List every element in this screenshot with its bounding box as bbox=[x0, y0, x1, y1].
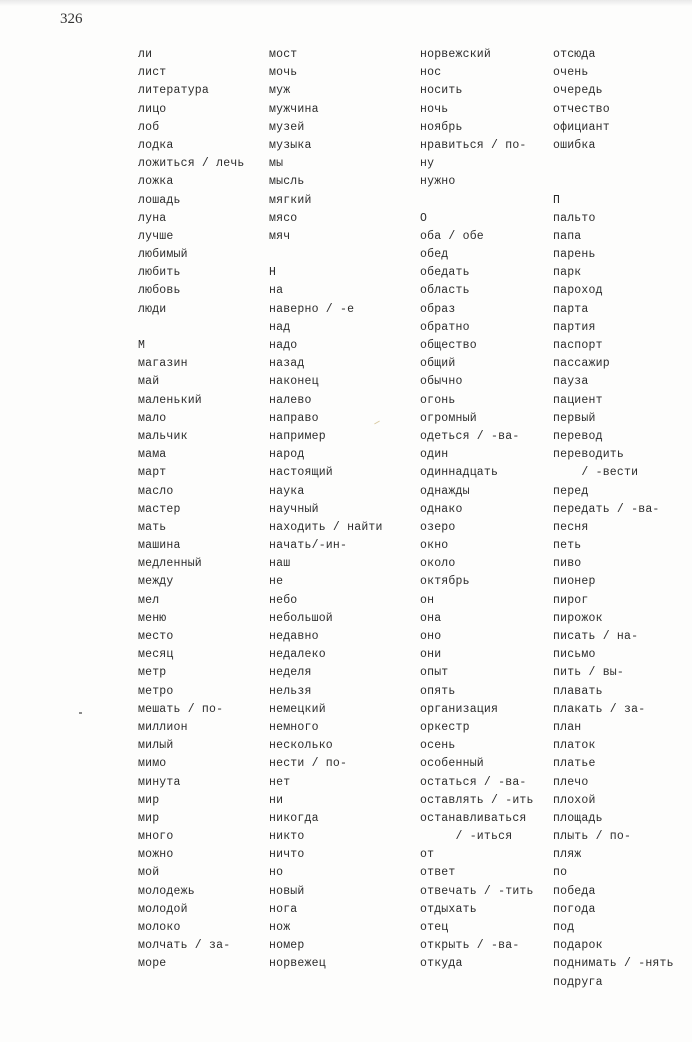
word-entry: надо bbox=[269, 339, 298, 352]
word-entry: народ bbox=[269, 448, 305, 462]
word-entry: пить / вы- bbox=[553, 666, 625, 680]
word-entry: отчество bbox=[553, 102, 610, 116]
word-entry: лучше bbox=[138, 229, 174, 243]
word-entry: над bbox=[269, 320, 291, 334]
word-entry: переводить bbox=[553, 448, 625, 462]
word-entry: никто bbox=[269, 830, 305, 844]
word-entry: отвечать / -тить bbox=[420, 884, 534, 898]
word-entry: песня bbox=[553, 520, 589, 534]
word-entry: ошибка bbox=[553, 138, 596, 152]
word-entry: масло bbox=[138, 484, 174, 498]
word-entry: носить bbox=[420, 84, 463, 98]
word-entry: парк bbox=[553, 266, 582, 280]
word-entry: передать / -ва- bbox=[553, 502, 660, 516]
word-entry: пиво bbox=[553, 557, 582, 571]
word-entry: писать / на- bbox=[553, 630, 639, 643]
word-entry: маленький bbox=[138, 393, 202, 407]
word-entry: плыть / по- bbox=[553, 830, 632, 844]
word-entry: метр bbox=[138, 666, 167, 680]
word-entry: нравиться / по- bbox=[420, 138, 527, 152]
word-entry: перед bbox=[553, 484, 589, 498]
word-entry: несколько bbox=[269, 739, 333, 753]
word-entry: нужно bbox=[420, 175, 456, 189]
word-entry: очень bbox=[553, 66, 589, 80]
word-entry: оно bbox=[420, 630, 442, 643]
word-entry: один bbox=[420, 448, 449, 462]
word-entry: по bbox=[553, 866, 568, 880]
word-entry: парта bbox=[553, 302, 589, 316]
word-entry: обед bbox=[420, 248, 449, 262]
word-entry: пароход bbox=[553, 284, 603, 298]
word-entry: ложка bbox=[138, 175, 174, 189]
word-entry: муж bbox=[269, 84, 291, 98]
word-entry: лоб bbox=[138, 120, 160, 134]
word-column-3 bbox=[420, 46, 534, 974]
word-entry: общий bbox=[420, 357, 456, 371]
word-entry: магазин bbox=[138, 357, 188, 371]
word-entry: осень bbox=[420, 739, 456, 753]
word-entry: мать bbox=[138, 520, 167, 534]
word-entry: наконец bbox=[269, 375, 319, 389]
word-entry: останавливаться bbox=[420, 811, 527, 825]
word-entry: мужчина bbox=[269, 102, 319, 116]
word-entry bbox=[420, 192, 534, 210]
word-entry: любить bbox=[138, 266, 181, 280]
word-entry: мясо bbox=[269, 211, 298, 225]
word-entry: одиннадцать bbox=[420, 466, 499, 480]
word-entry: опять bbox=[420, 684, 456, 698]
word-entry: оставлять / -ить bbox=[420, 793, 534, 807]
word-entry: отсюда bbox=[553, 48, 596, 61]
word-entry: мой bbox=[138, 866, 160, 880]
word-entry: пассажир bbox=[553, 357, 610, 371]
word-entry: отдыхать bbox=[420, 902, 477, 916]
word-entry: ответ bbox=[420, 866, 456, 880]
word-entry: организация bbox=[420, 702, 499, 716]
word-entry bbox=[138, 319, 245, 337]
word-entry: норвежский bbox=[420, 48, 492, 61]
word-entry: огонь bbox=[420, 393, 456, 407]
word-entry: особенный bbox=[420, 757, 484, 771]
word-entry: однако bbox=[420, 502, 463, 516]
word-entry: перевод bbox=[553, 429, 603, 443]
word-entry: мы bbox=[269, 157, 284, 171]
word-entry: между bbox=[138, 575, 174, 589]
word-entry: мысль bbox=[269, 175, 305, 189]
word-entry: новый bbox=[269, 884, 305, 898]
word-entry: ночь bbox=[420, 102, 449, 116]
word-entry: минута bbox=[138, 775, 181, 789]
word-entry: мимо bbox=[138, 757, 167, 771]
word-entry: ложиться / лечь bbox=[138, 157, 245, 171]
word-entry: М bbox=[138, 339, 146, 352]
word-entry: неделя bbox=[269, 666, 312, 680]
word-entry: пляж bbox=[553, 848, 582, 862]
word-entry: музыка bbox=[269, 138, 312, 152]
word-entry: лицо bbox=[138, 102, 167, 116]
word-entry: пациент bbox=[553, 393, 603, 407]
word-entry: первый bbox=[553, 411, 596, 425]
word-entry: площадь bbox=[553, 811, 603, 825]
word-entry: открыть / -ва- bbox=[420, 939, 520, 953]
word-entry: наука bbox=[269, 484, 305, 498]
word-entry: образ bbox=[420, 302, 456, 316]
word-entry: Н bbox=[269, 266, 277, 280]
word-entry: нельзя bbox=[269, 684, 312, 698]
word-entry: платье bbox=[553, 757, 596, 771]
word-entry: лист bbox=[138, 66, 167, 80]
word-entry: медленный bbox=[138, 557, 202, 571]
word-entry: опыт bbox=[420, 666, 449, 680]
word-entry: луна bbox=[138, 211, 167, 225]
word-entry: нос bbox=[420, 66, 442, 80]
word-entry: нести / по- bbox=[269, 757, 348, 771]
word-entry: озеро bbox=[420, 520, 456, 534]
word-entry bbox=[553, 173, 674, 191]
word-entry: очередь bbox=[553, 84, 603, 98]
word-entry: не bbox=[269, 575, 284, 589]
word-entry: плавать bbox=[553, 684, 603, 698]
word-entry: назад bbox=[269, 357, 305, 371]
word-entry: мир bbox=[138, 811, 160, 825]
word-entry bbox=[553, 155, 674, 173]
word-entry: научный bbox=[269, 502, 319, 516]
word-entry: однажды bbox=[420, 484, 470, 498]
word-entry bbox=[269, 246, 383, 264]
word-entry: молодой bbox=[138, 902, 188, 916]
word-entry: мочь bbox=[269, 66, 298, 80]
word-entry: молоко bbox=[138, 921, 181, 934]
word-entry: налево bbox=[269, 393, 312, 407]
word-entry: она bbox=[420, 611, 442, 625]
word-entry: май bbox=[138, 375, 160, 389]
word-entry: любовь bbox=[138, 284, 181, 298]
word-entry: нога bbox=[269, 902, 298, 916]
word-entry: нож bbox=[269, 921, 291, 934]
word-entry: находить / найти bbox=[269, 520, 383, 534]
word-entry: мало bbox=[138, 411, 167, 425]
word-entry: машина bbox=[138, 539, 181, 553]
word-entry: откуда bbox=[420, 957, 463, 971]
word-entry: мастер bbox=[138, 502, 181, 516]
word-entry: музей bbox=[269, 120, 305, 134]
word-entry: на bbox=[269, 284, 284, 298]
word-entry: направо bbox=[269, 411, 319, 425]
word-entry: от bbox=[420, 848, 435, 862]
word-entry: плохой bbox=[553, 793, 596, 807]
word-entry: плечо bbox=[553, 775, 589, 789]
word-entry: люди bbox=[138, 302, 167, 316]
word-entry: официант bbox=[553, 120, 610, 134]
word-entry: огромный bbox=[420, 411, 477, 425]
word-entry: любимый bbox=[138, 248, 188, 262]
word-entry: плакать / за- bbox=[553, 702, 646, 716]
word-entry: но bbox=[269, 866, 284, 880]
word-entry: ну bbox=[420, 157, 435, 171]
word-entry: около bbox=[420, 557, 456, 571]
word-entry: мешать / по- bbox=[138, 702, 224, 716]
word-entry: пирожок bbox=[553, 611, 603, 625]
word-entry: поднимать / -нять bbox=[553, 957, 674, 971]
word-entry: номер bbox=[269, 939, 305, 953]
word-entry: наверно / -е bbox=[269, 302, 355, 316]
word-entry: они bbox=[420, 648, 442, 662]
word-entry: миллион bbox=[138, 720, 188, 734]
word-entry: мама bbox=[138, 448, 167, 462]
word-entry: молчать / за- bbox=[138, 939, 231, 953]
word-entry: меню bbox=[138, 611, 167, 625]
word-entry: мягкий bbox=[269, 193, 312, 207]
word-entry: он bbox=[420, 593, 435, 607]
word-entry: лодка bbox=[138, 138, 174, 152]
word-entry: обедать bbox=[420, 266, 470, 280]
word-entry: ничто bbox=[269, 848, 305, 862]
word-entry: область bbox=[420, 284, 470, 298]
word-entry: немецкий bbox=[269, 702, 326, 716]
word-entry: можно bbox=[138, 848, 174, 862]
word-entry: настоящий bbox=[269, 466, 333, 480]
word-entry: месяц bbox=[138, 648, 174, 662]
word-entry: недавно bbox=[269, 630, 319, 643]
word-entry: ни bbox=[269, 793, 284, 807]
word-entry: небольшой bbox=[269, 611, 333, 625]
word-entry: море bbox=[138, 957, 167, 971]
word-entry: место bbox=[138, 630, 174, 643]
word-entry: много bbox=[138, 830, 174, 844]
word-entry: паспорт bbox=[553, 339, 603, 352]
word-entry: мост bbox=[269, 48, 298, 61]
word-entry: окно bbox=[420, 539, 449, 553]
word-entry: подарок bbox=[553, 939, 603, 953]
word-entry: мяч bbox=[269, 229, 291, 243]
word-entry: метро bbox=[138, 684, 174, 698]
word-entry: пионер bbox=[553, 575, 596, 589]
word-entry: одеться / -ва- bbox=[420, 429, 520, 443]
word-entry: наш bbox=[269, 557, 291, 571]
word-entry: петь bbox=[553, 539, 582, 553]
word-entry: оркестр bbox=[420, 720, 470, 734]
word-entry: / -вести bbox=[553, 466, 639, 480]
word-entry: письмо bbox=[553, 648, 596, 662]
word-entry: октябрь bbox=[420, 575, 470, 589]
word-entry: немного bbox=[269, 720, 319, 734]
word-entry: общество bbox=[420, 339, 477, 352]
word-entry: оба / обе bbox=[420, 229, 484, 243]
word-entry: мел bbox=[138, 593, 160, 607]
word-entry: начать/-ин- bbox=[269, 539, 348, 553]
word-entry: лошадь bbox=[138, 193, 181, 207]
word-entry: недалеко bbox=[269, 648, 326, 662]
word-entry: победа bbox=[553, 884, 596, 898]
word-entry: милый bbox=[138, 739, 174, 753]
word-entry: нет bbox=[269, 775, 291, 789]
word-entry: О bbox=[420, 211, 428, 225]
word-entry: обратно bbox=[420, 320, 470, 334]
word-entry: остаться / -ва- bbox=[420, 775, 527, 789]
word-entry: обычно bbox=[420, 375, 463, 389]
word-entry: папа bbox=[553, 229, 582, 243]
word-entry: парень bbox=[553, 248, 596, 262]
word-entry: отец bbox=[420, 921, 449, 934]
word-entry: ли bbox=[138, 48, 153, 61]
word-entry: мальчик bbox=[138, 429, 188, 443]
word-entry: пирог bbox=[553, 593, 589, 607]
word-entry: небо bbox=[269, 593, 298, 607]
word-entry: литература bbox=[138, 84, 210, 98]
word-entry: ноябрь bbox=[420, 120, 463, 134]
word-entry: П bbox=[553, 193, 561, 207]
word-entry: партия bbox=[553, 320, 596, 334]
page-top-edge bbox=[0, 0, 692, 6]
word-entry: молодежь bbox=[138, 884, 195, 898]
word-entry: например bbox=[269, 429, 326, 443]
word-entry: норвежец bbox=[269, 957, 326, 971]
word-entry: погода bbox=[553, 902, 596, 916]
word-entry: мир bbox=[138, 793, 160, 807]
word-entry: под bbox=[553, 921, 575, 934]
word-entry: / -иться bbox=[420, 830, 513, 844]
word-entry: пальто bbox=[553, 211, 596, 225]
word-entry: подруга bbox=[553, 975, 603, 989]
word-entry: пауза bbox=[553, 375, 589, 389]
word-entry: март bbox=[138, 466, 167, 480]
page-number: 326 bbox=[60, 11, 83, 27]
scan-speck bbox=[79, 712, 82, 714]
word-column-4 bbox=[553, 46, 674, 992]
word-entry: никогда bbox=[269, 811, 319, 825]
word-entry: план bbox=[553, 720, 582, 734]
word-column-2 bbox=[269, 46, 383, 974]
word-column-1 bbox=[138, 46, 245, 974]
word-entry: платок bbox=[553, 739, 596, 753]
